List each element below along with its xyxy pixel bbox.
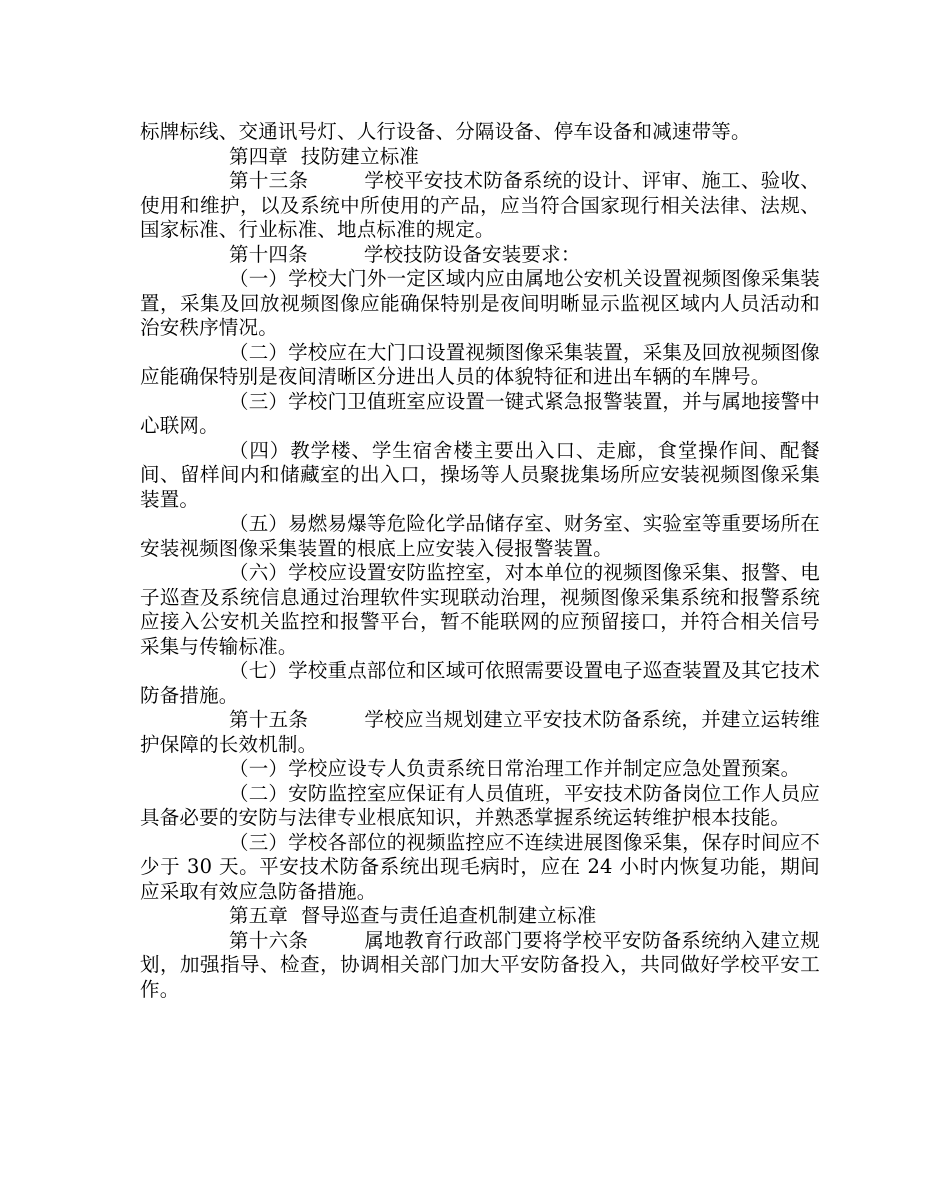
chapter-5-heading: 第五章 督导巡查与责任追查机制建立标准	[229, 904, 597, 927]
article-15-item-1: （一）学校应设专人负责系统日常治理工作并制定应急处置预案。	[229, 757, 801, 780]
article-14-item-6: （六）学校应设置安防监控室，对本单位的视频图像采集、报警、电子巡查及系统信息通过治理软件实现联动治理，视频图像采集系统和报警系统应接入公安机关监控和报警平台，暂不能联网的应预留接口，并符合相关信号采集与传输标准。	[140, 561, 821, 658]
article-13-number: 第十三条	[229, 169, 309, 192]
article-16-number: 第十六条	[229, 928, 309, 952]
document-page	[140, 120, 820, 1002]
article-14	[140, 243, 820, 268]
article-14-item-1: （一）学校大门外一定区域内应由属地公安机关设置视频图像采集装置，采集及回放视频图像应能确保特别是夜间明晰显示监视区域内人员活动和治安秩序情况。	[140, 267, 821, 339]
article-14-item-2: （二）学校应在大门口设置视频图像采集装置，采集及回放视频图像应能确保特别是夜间清晰区分进出人员的体貌特征和进出车辆的车牌号。	[140, 340, 821, 388]
article-16-text: 属地教育行政部门要将学校平安防备系统纳入建立规划，加强指导、检查，协调相关部门加大平安防备投入，共同做好学校平安工作。	[140, 928, 820, 1001]
article-15-item-2: （二）安防监控室应保证有人员值班，平安技术防备岗位工作人员应具备必要的安防与法律专业根底知识，并熟悉掌握系统运转维护根本技能。	[140, 781, 821, 829]
article-16	[140, 929, 820, 1003]
article-15-item-3: （三）学校各部位的视频监控应不连续进展图像采集，保存时间应不少于 30 天。平安技术防备系统出现毛病时，应在 24 小时内恢复功能，期间应采取有效应急防备措施。	[140, 830, 821, 903]
article-14-item-7: （七）学校重点部位和区域可依照需要设置电子巡查装置及其它技术防备措施。	[140, 659, 821, 707]
article-13-text: 学校平安技术防备系统的设计、评审、施工、验收、使用和维护，以及系统中所使用的产品，应当符合国家现行相关法律、法规、国家标准、行业标准、地点标准的规定。	[140, 169, 820, 241]
article-14-number: 第十四条	[229, 242, 308, 266]
article-15	[140, 708, 820, 757]
article-13	[140, 169, 820, 243]
article-15-text: 学校应当规划建立平安技术防备系统，并建立运转维护保障的长效机制。	[140, 708, 820, 756]
paragraph-continuation: 标牌标线、交通讯号灯、人行设备、分隔设备、停车设备和减速带等。	[140, 120, 751, 143]
article-14-item-5: （五）易燃易爆等危险化学品储存室、财务室、实验室等重要场所在安装视频图像采集装置的根底上应安装入侵报警装置。	[140, 512, 821, 560]
chapter-4-heading: 第四章 技防建立标准	[229, 144, 420, 168]
article-14-text: 学校技防设备安装要求：	[363, 242, 581, 266]
article-14-item-4: （四）教学楼、学生宿舍楼主要出入口、走廊，食堂操作间、配餐间、留样间内和储藏室的出入口，操场等人员聚拢集场所应安装视频图像采集装置。	[140, 438, 820, 511]
article-15-number: 第十五条	[229, 708, 309, 731]
article-14-item-3: （三）学校门卫值班室应设置一键式紧急报警装置，并与属地接警中心联网。	[140, 389, 821, 437]
